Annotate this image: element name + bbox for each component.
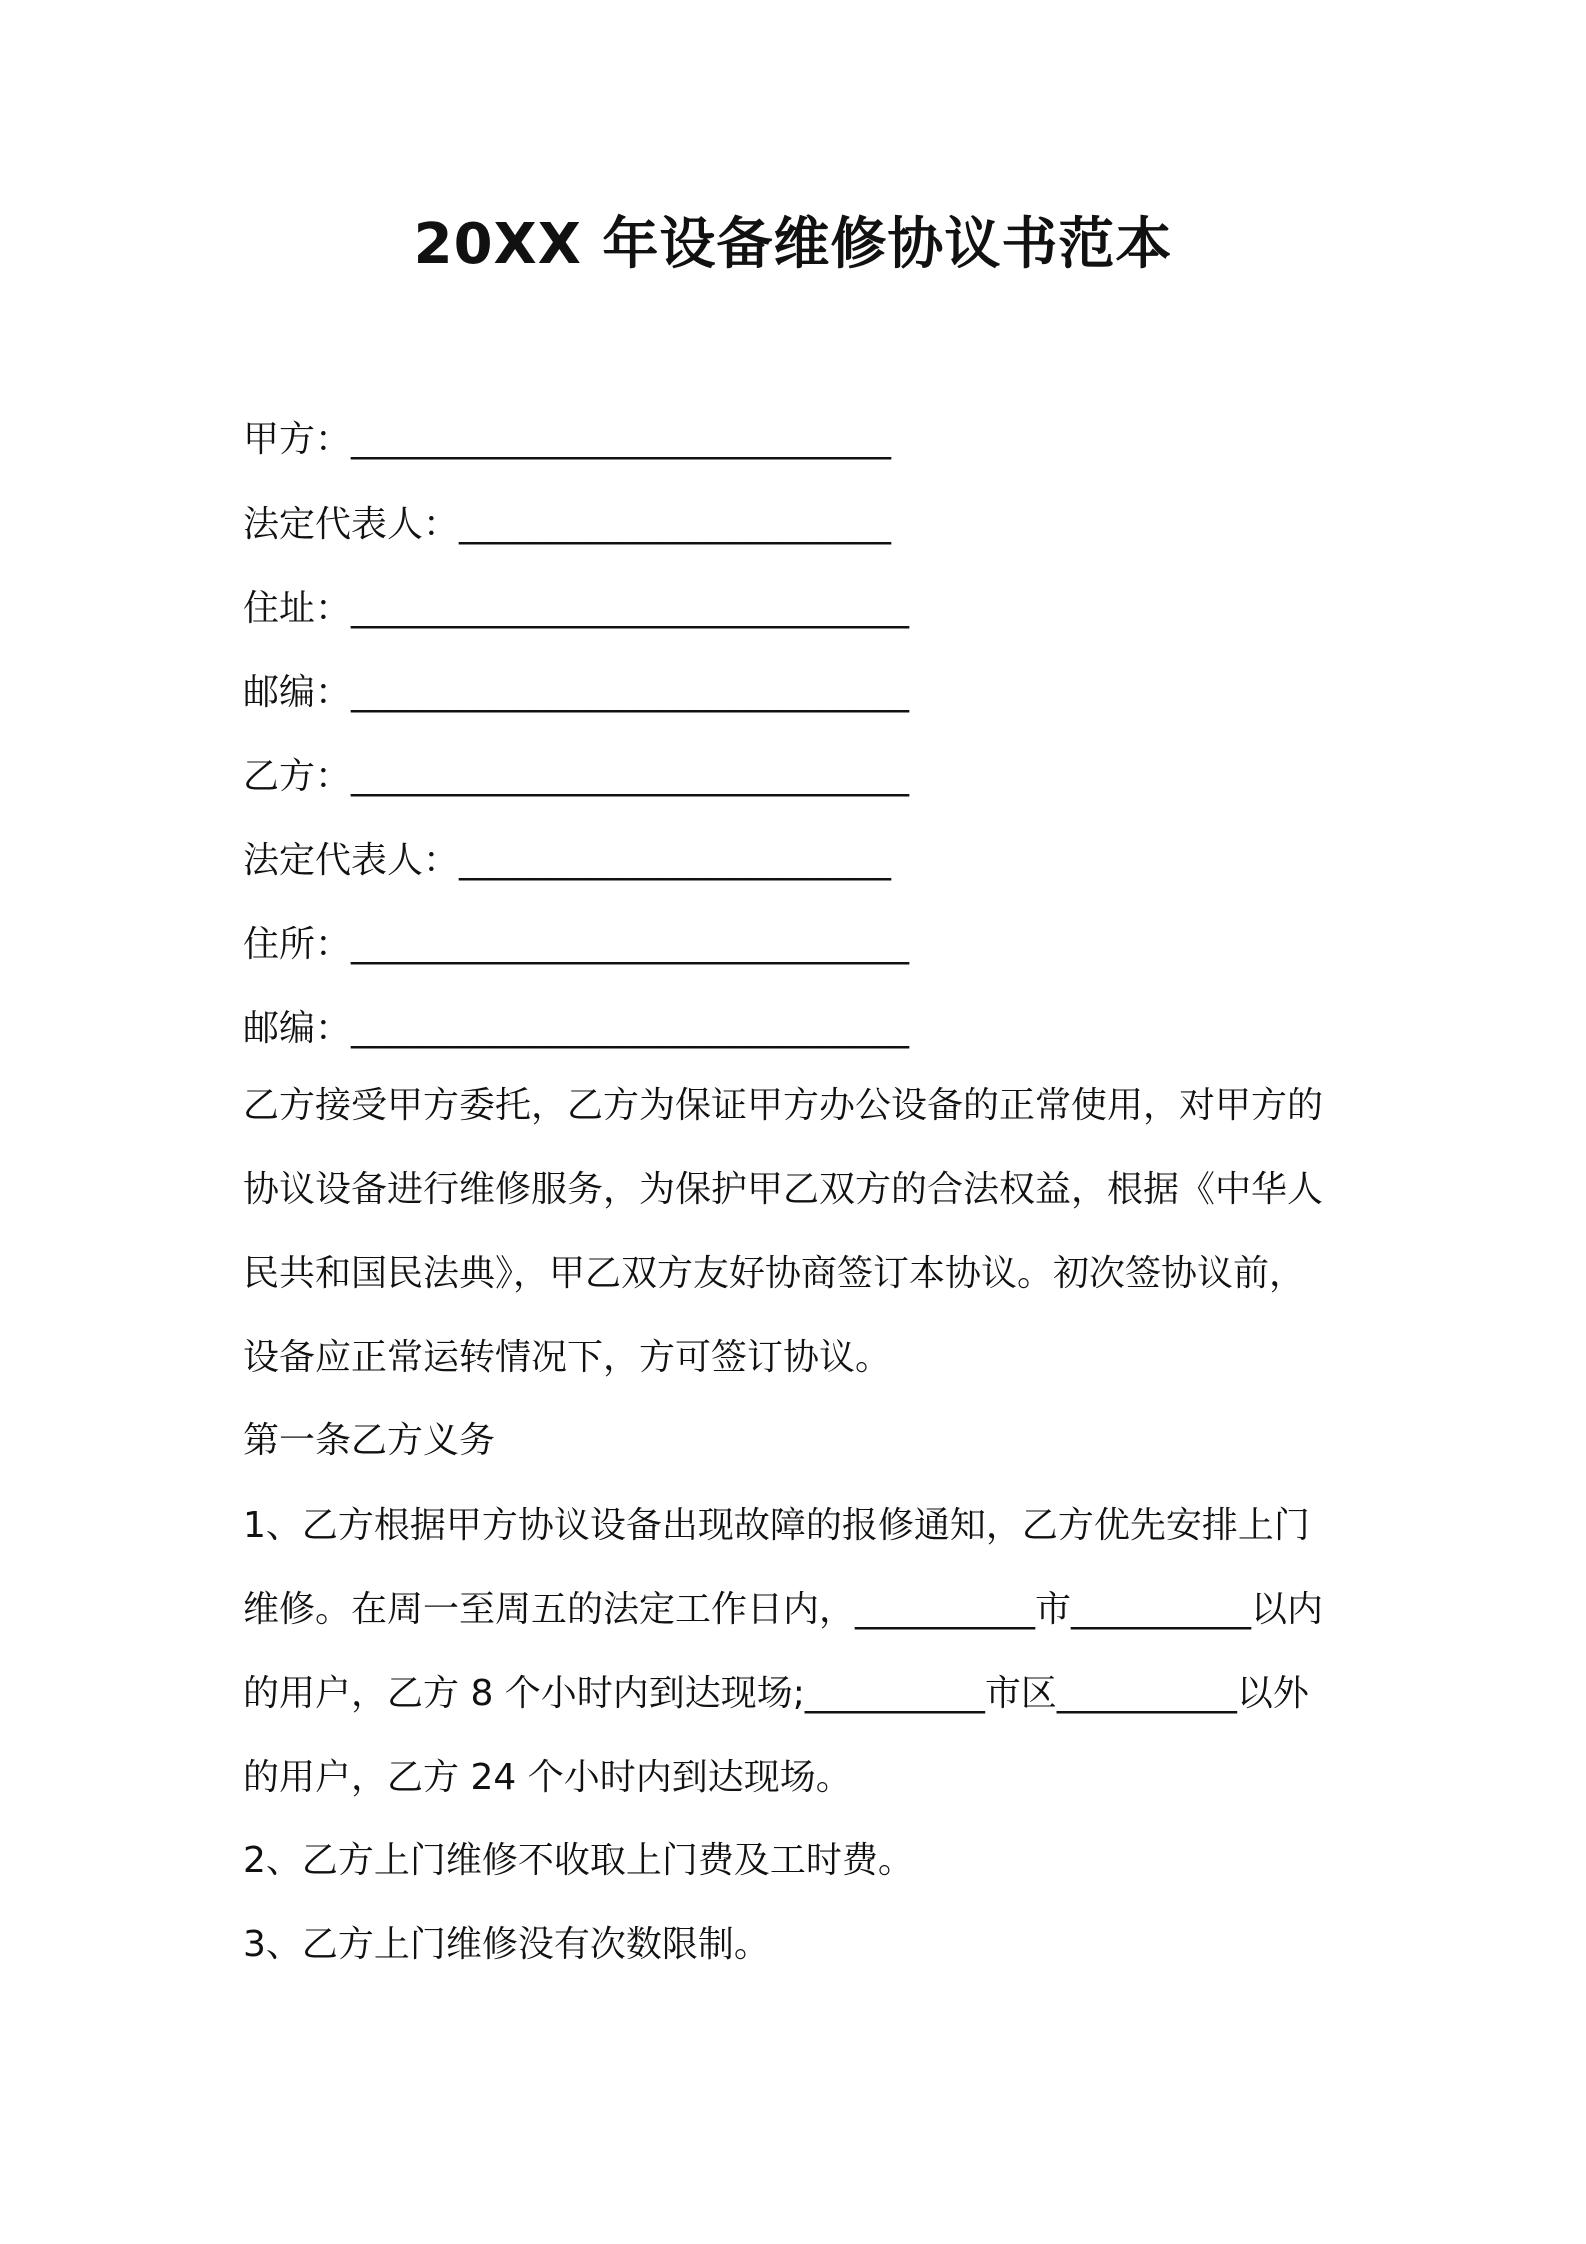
clause-1-line: 1、乙方根据甲方协议设备出现故障的报修通知，乙方优先安排上门: [243, 1505, 1310, 1546]
intro-line: 协议设备进行维修服务，为保护甲乙双方的合法权益，根据《中华人: [243, 1169, 1324, 1210]
intro-paragraph: [243, 1064, 1363, 1400]
section-heading: 第一条乙方义务: [243, 1420, 496, 1461]
document-title: 20XX 年设备维修协议书范本: [413, 212, 1173, 277]
clause-2: 2、乙方上门维修不收取上门费及工时费。: [243, 1840, 914, 1881]
party-a-address-field: 住址：_______________________________: [243, 588, 910, 629]
clause-1-line: 的用户，乙方 8 个小时内到达现场;__________市区__________以外: [243, 1673, 1309, 1714]
intro-line: 乙方接受甲方委托，乙方为保证甲方办公设备的正常使用，对甲方的: [243, 1085, 1324, 1126]
clause-1-paragraph: [243, 1484, 1363, 1820]
party-b-postcode-field: 邮编：_______________________________: [243, 1008, 910, 1049]
clause-1-line: 维修。在周一至周五的法定工作日内，__________市__________以内: [243, 1589, 1324, 1630]
intro-line: 设备应正常运转情况下，方可签订协议。: [243, 1337, 892, 1378]
clause-3: 3、乙方上门维修没有次数限制。: [243, 1924, 770, 1965]
clause-1-line: 的用户，乙方 24 个小时内到达现场。: [243, 1757, 852, 1798]
party-b-name-field: 乙方：_______________________________: [243, 756, 910, 797]
intro-line: 民共和国民法典》，甲乙双方友好协商签订本协议。初次签协议前，: [243, 1253, 1306, 1294]
party-a-name-field: 甲方：______________________________: [243, 419, 892, 460]
party-a-postcode-field: 邮编：_______________________________: [243, 672, 910, 713]
party-a-legal-rep-field: 法定代表人：________________________: [243, 504, 892, 545]
party-b-legal-rep-field: 法定代表人：________________________: [243, 840, 892, 881]
party-b-residence-field: 住所：_______________________________: [243, 924, 910, 965]
